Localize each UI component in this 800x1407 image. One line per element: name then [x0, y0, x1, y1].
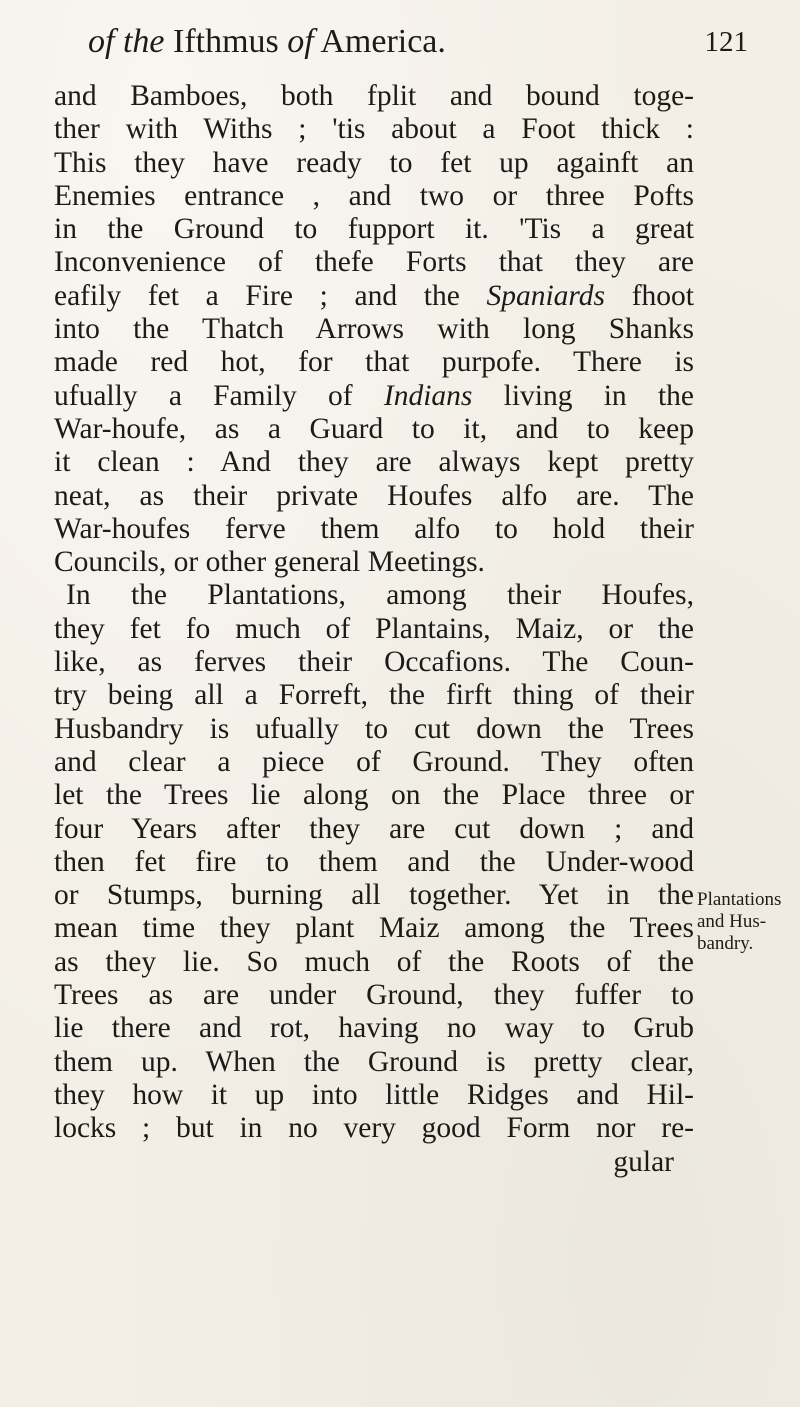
- text-line: [54, 446, 694, 479]
- text-segment: they fet fo much of Plantains, Maiz, or the: [54, 612, 694, 645]
- text-line: [54, 879, 694, 912]
- text-line: [54, 180, 694, 213]
- text-line: [54, 413, 694, 446]
- text-segment: and clear a piece of Ground. They often: [54, 745, 694, 778]
- text-line: [54, 1012, 694, 1045]
- text-segment: fhoot: [605, 279, 694, 312]
- running-head: [88, 20, 698, 64]
- text-segment: like, as ferves their Occafions. The Coun-: [54, 646, 694, 679]
- text-segment: eafily fet a Fire ; and the: [54, 279, 487, 312]
- text-segment: Inconvenience of thefe Forts that they are: [54, 246, 694, 279]
- text-line: [54, 613, 694, 646]
- page-number: 121: [704, 26, 748, 58]
- marginal-note-line: and Hus-: [697, 911, 767, 932]
- text-line: [54, 912, 694, 945]
- text-line: [54, 679, 694, 712]
- text-line: [54, 713, 694, 746]
- text-segment: and Bamboes, both fplit and bound toge-: [54, 80, 694, 112]
- running-head-article: the: [122, 23, 165, 60]
- text-segment: lie there and rot, having no way to Grub: [54, 1012, 694, 1045]
- text-line: [54, 1046, 694, 1079]
- text-line: [54, 813, 694, 846]
- italic-text: Indians: [383, 379, 473, 412]
- text-line: [54, 746, 694, 779]
- text-segment: This they have ready to fet up againft an: [54, 146, 694, 179]
- text-segment: try being all a Forreft, the firft thing of their: [54, 679, 694, 712]
- running-head-word: Ifthmus: [173, 23, 279, 60]
- text-segment: Husbandry is ufually to cut down the Trees: [54, 712, 694, 745]
- text-segment: them up. When the Ground is pretty clear,: [54, 1045, 694, 1078]
- text-line: [54, 946, 694, 979]
- text-line: [54, 846, 694, 879]
- text-line: [54, 213, 694, 246]
- text-segment: mean time they plant Maiz among the Trees: [54, 912, 694, 945]
- text-segment: War-houfes ferve them alfo to hold their: [54, 512, 694, 545]
- body-text: [54, 80, 694, 1179]
- marginal-note-line: Plantations: [697, 889, 782, 910]
- marginal-note-line: bandry.: [697, 933, 754, 954]
- running-head-of: of: [88, 23, 115, 60]
- text-line: [54, 480, 694, 513]
- text-segment: War-houfe, as a Guard to it, and to keep: [54, 412, 694, 445]
- text-line: [54, 346, 694, 379]
- text-segment: they how it up into little Ridges and Hil-: [54, 1078, 694, 1111]
- text-line: [54, 979, 694, 1012]
- text-segment: then fet fire to them and the Under-wood: [54, 845, 694, 878]
- text-segment: living in the: [472, 379, 694, 412]
- text-segment: or Stumps, burning all together. Yet in the: [54, 879, 694, 912]
- text-segment: ufually a Family of: [54, 379, 384, 412]
- text-segment: ther with Withs ; 'tis about a Foot thick :: [54, 113, 694, 146]
- running-head-place: America.: [320, 23, 446, 60]
- text-line: [54, 546, 694, 579]
- text-segment: Councils, or other general Meetings.: [54, 546, 485, 579]
- text-segment: let the Trees lie along on the Place three or: [54, 779, 694, 812]
- marginal-note: [697, 889, 797, 955]
- text-line: [54, 246, 694, 279]
- text-line: [54, 313, 694, 346]
- text-line: [54, 779, 694, 812]
- text-line: [54, 513, 694, 546]
- text-segment: Trees as are under Ground, they fuffer to: [54, 979, 694, 1012]
- text-segment: in the Ground to fupport it. 'Tis a great: [54, 213, 694, 246]
- text-segment: as they lie. So much of the Roots of the: [54, 945, 694, 978]
- text-segment: made red hot, for that purpofe. There is: [54, 346, 694, 379]
- text-line: [54, 113, 694, 146]
- text-segment: neat, as their private Houfes alfo are. The: [54, 479, 694, 512]
- text-segment: In the Plantations, among their Houfes,: [66, 579, 694, 612]
- text-segment: into the Thatch Arrows with long Shanks: [54, 313, 694, 346]
- running-head-of-2: of: [287, 23, 314, 60]
- text-segment: four Years after they are cut down ; and: [54, 812, 694, 845]
- text-line: [54, 147, 694, 180]
- text-line: [54, 579, 694, 612]
- text-line: [54, 1112, 694, 1145]
- text-line: [54, 646, 694, 679]
- italic-text: Spaniards: [486, 279, 606, 312]
- text-line: [54, 380, 694, 413]
- catchword-line: [54, 1146, 694, 1179]
- text-segment: gular: [613, 1145, 674, 1178]
- text-segment: Enemies entrance , and two or three Pofts: [54, 179, 694, 212]
- text-line: [54, 280, 694, 313]
- text-line: [54, 1079, 694, 1112]
- text-segment: locks ; but in no very good Form nor re-: [54, 1112, 694, 1145]
- text-segment: it clean : And they are always kept pretty: [54, 446, 694, 479]
- text-line: [54, 80, 694, 113]
